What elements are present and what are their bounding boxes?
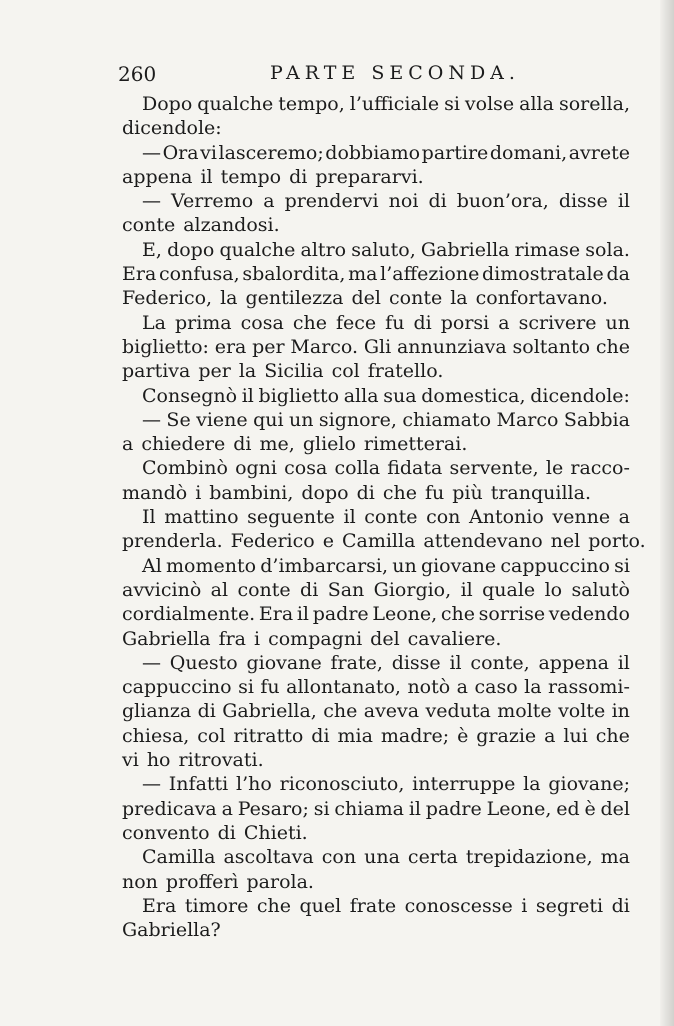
text-line: non profferì parola. xyxy=(122,870,314,893)
text-line: — Se viene qui un signore, chiamato Marco Sabbia xyxy=(142,408,630,431)
text-line: Combinò ogni cosa colla fidata servente, le racco- xyxy=(142,457,630,480)
text-line: — Questo giovane frate, disse il conte, appena il xyxy=(142,651,630,674)
page-header xyxy=(118,62,630,90)
text-line: biglietto: era per Marco. Gli annunziava soltanto che xyxy=(122,335,630,358)
text-line: — Verremo a prendervi noi di buon’ora, disse il xyxy=(142,190,630,213)
page-number: 260 xyxy=(118,62,157,86)
text-line: Consegnò il biglietto alla sua domestica, dicendole: xyxy=(142,384,630,407)
text-line: glianza di Gabriella, che aveva veduta molte volte in xyxy=(122,700,630,723)
text-line: Gabriella? xyxy=(122,919,221,942)
text-line: a chiedere di me, glielo rimetterai. xyxy=(122,433,468,456)
text-line: appena il tempo di prepararvi. xyxy=(122,165,424,188)
page-edge xyxy=(660,0,674,1026)
text-line: Camilla ascoltava con una certa trepidazione, ma xyxy=(142,846,630,869)
text-line: partiva per la Sicilia col fratello. xyxy=(122,360,444,383)
text-line: prenderla. Federico e Camilla attendevano nel porto. xyxy=(122,530,646,553)
text-line: Il mattino seguente il conte con Antonio venne a xyxy=(142,506,630,529)
text-line: — Infatti l’ho riconosciuto, interruppe la giovane; xyxy=(142,773,630,796)
text-line: Era timore che quel frate conoscesse i segreti di xyxy=(142,894,630,917)
text-line: Era confusa, sbalordita, ma l’affezione dimostratale da xyxy=(122,263,630,286)
body-text xyxy=(122,92,646,942)
text-line: La prima cosa che fece fu di porsi a scrivere un xyxy=(142,311,630,334)
text-line: E, dopo qualche altro saluto, Gabriella rimase sola. xyxy=(142,238,630,261)
text-line: predicava a Pesaro; si chiama il padre Leone, ed è del xyxy=(122,797,630,820)
text-line: Al momento d’imbarcarsi, un giovane cappuccino si xyxy=(142,554,630,577)
text-line: Federico, la gentilezza del conte la confortavano. xyxy=(122,287,608,310)
text-line: dicendole: xyxy=(122,117,222,140)
text-line: Gabriella fra i compagni del cavaliere. xyxy=(122,627,502,650)
text-line: chiesa, col ritratto di mia madre; è grazie a lui che xyxy=(122,724,630,747)
text-line: avvicinò al conte di San Giorgio, il quale lo salutò xyxy=(122,578,630,601)
text-line: — Ora vi lasceremo; dobbiamo partire domani, avrete xyxy=(142,141,630,164)
text-line: vi ho ritrovati. xyxy=(122,749,264,772)
text-line: convento di Chieti. xyxy=(122,821,308,844)
text-line: cordialmente. Era il padre Leone, che sorrise vedendo xyxy=(122,603,630,626)
running-head: PARTE SECONDA. xyxy=(270,62,520,84)
text-line: cappuccino si fu allontanato, notò a caso la rassomi- xyxy=(122,676,630,699)
text-line: mandò i bambini, dopo di che fu più tranquilla. xyxy=(122,481,591,504)
text-line: conte alzandosi. xyxy=(122,214,280,237)
text-line: Dopo qualche tempo, l’ufficiale si volse alla sorella, xyxy=(142,93,630,115)
